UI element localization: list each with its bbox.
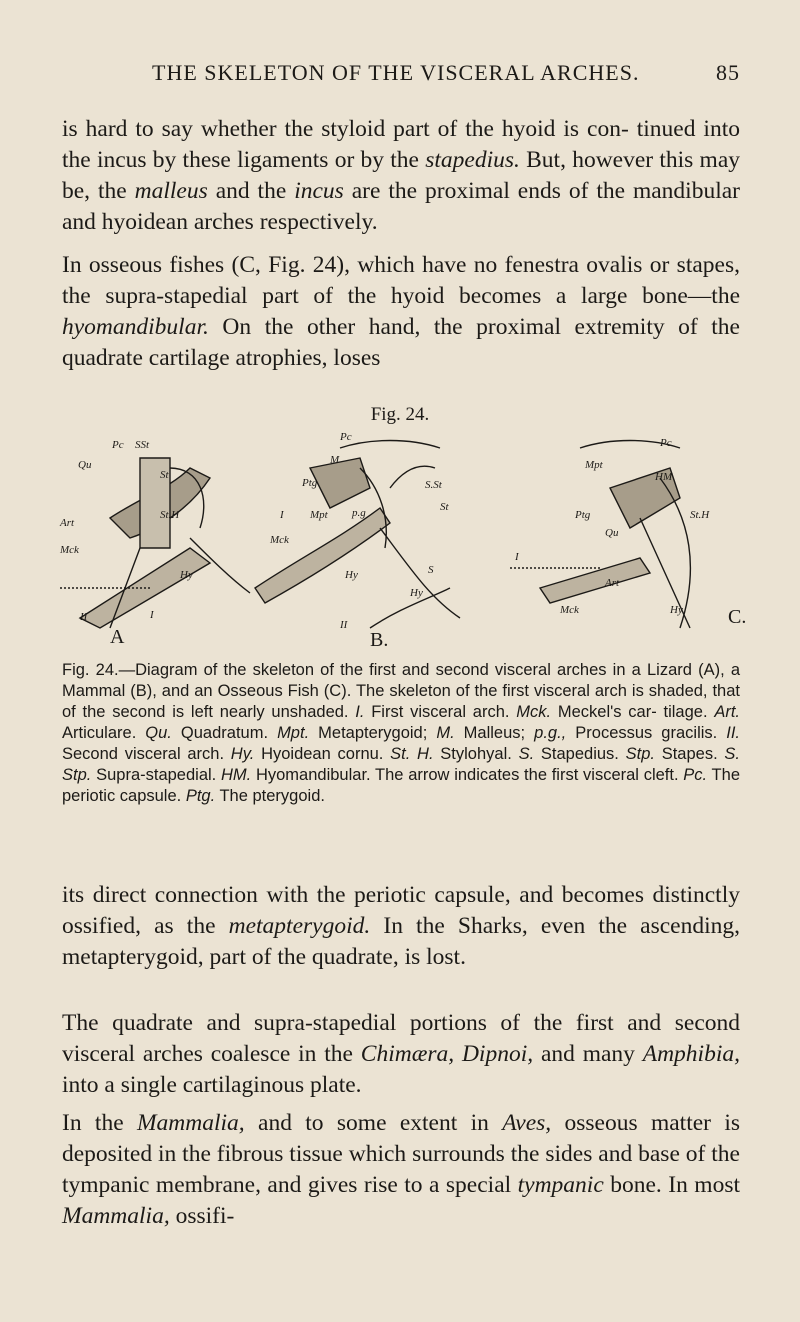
panel-b-letter: B. xyxy=(370,629,389,648)
label-a-ii: II xyxy=(80,611,88,623)
label-c-pc: Pc xyxy=(660,437,672,449)
label-a-qu: Qu xyxy=(78,459,92,471)
running-title: THE SKELETON OF THE VISCERAL ARCHES. xyxy=(152,60,640,85)
label-c-hm: HM xyxy=(655,471,673,483)
label-b-sst: S.St xyxy=(425,479,442,491)
label-a-sth: St.H xyxy=(160,509,180,521)
paragraph-1: is hard to say whether the styloid part of the hyoid is con- tinued into the incus by these ligaments or by the stapedius. But, however this may be, the malleus and the incus are the proximal ends of the mandibular and hyoidean arches respectively. xyxy=(62,116,740,235)
figure-diagram xyxy=(40,428,760,648)
panel-a-letter: A xyxy=(110,626,125,648)
label-c-qu: Qu xyxy=(605,527,619,539)
label-c-mck: Mck xyxy=(560,604,579,616)
paragraph-3: its direct connection with the periotic capsule, and becomes distinctly ossified, as the metapterygoid. In the Sharks, even the ascending, metapterygoid, part of the quadrate, is lost. xyxy=(62,882,741,970)
label-a-i: I xyxy=(150,609,154,621)
label-b-ii: II xyxy=(340,619,348,631)
label-b-pg: p.g xyxy=(352,507,366,519)
label-c-art: Art xyxy=(605,577,620,589)
label-a-pc: Pc xyxy=(112,439,124,451)
label-a-hy: Hy xyxy=(180,569,193,581)
label-b-mck: Mck xyxy=(270,534,289,546)
paragraph-2: In osseous fishes (C, Fig. 24), which have no fenestra ovalis or stapes, the supra-stapedial part of the hyoid becomes a large bone—the hyomandibular. On the other hand, the proximal extremity of the quadrate cartilage atrophies, loses xyxy=(62,252,740,371)
paragraph-4: The quadrate and supra-stapedial portions of the first and second visceral arches coalesce in the Chimæra, Dipnoi, and many Amphibia, into a single cartilaginous plate. xyxy=(62,1010,740,1098)
label-c-hy: Hy xyxy=(670,604,683,616)
label-b-i: I xyxy=(280,509,284,521)
label-c-sth: St.H xyxy=(690,509,710,521)
label-b-ptg: Ptg xyxy=(302,477,318,489)
label-a-st: St xyxy=(160,469,169,481)
panel-c-letter: C. xyxy=(728,606,747,628)
label-c-ptg: Ptg xyxy=(575,509,591,521)
page-number: 85 xyxy=(716,60,740,85)
label-b-pc: Pc xyxy=(340,431,352,443)
figure-label: Fig. 24. xyxy=(370,404,430,425)
label-b-s: S xyxy=(428,564,434,576)
label-b-st: St xyxy=(440,501,449,513)
label-a-art: Art xyxy=(60,517,75,529)
label-b-mpt: Mpt xyxy=(310,509,328,521)
paragraph-5: In the Mammalia, and to some extent in Aves, osseous matter is deposited in the fibrous tissue which surrounds the sides and base of the tympanic membrane, and gives rise to a special tympanic bone. In most Mammalia, ossifi- xyxy=(62,1110,740,1229)
label-c-mpt: Mpt xyxy=(585,459,603,471)
label-b-hy: Hy xyxy=(345,569,358,581)
label-a-sst: SSt xyxy=(135,439,150,451)
label-b-hy2: Hy xyxy=(410,587,423,599)
label-b-m: M xyxy=(330,454,340,466)
figure-caption: Fig. 24.—Diagram of the skeleton of the first and second visceral arches in a Lizard (A), a Mammal (B), and an Osseous Fish (C). The skeleton of the first visceral arch is shaded, that of the second is left nearly unshaded. I. First visceral arch. Mck. Meckel's car- tilage. Art. Articulare. Qu. Quadratum. Mpt. Metapterygoid; M. Malleus; p.g., Processus gracilis. II. Second visceral arch. Hy. Hyoidean cornu. St. H. Stylohyal. S. Stapedius. Stp. Stapes. S. Stp. Supra-stapedial. HM. Hyomandibular. The arrow indicates the first visceral cleft. Pc. The periotic capsule. Ptg. The pterygoid. xyxy=(62,661,741,805)
panel-a-drawing xyxy=(60,458,250,628)
label-a-mck: Mck xyxy=(60,544,79,556)
label-c-i: I xyxy=(515,551,519,563)
